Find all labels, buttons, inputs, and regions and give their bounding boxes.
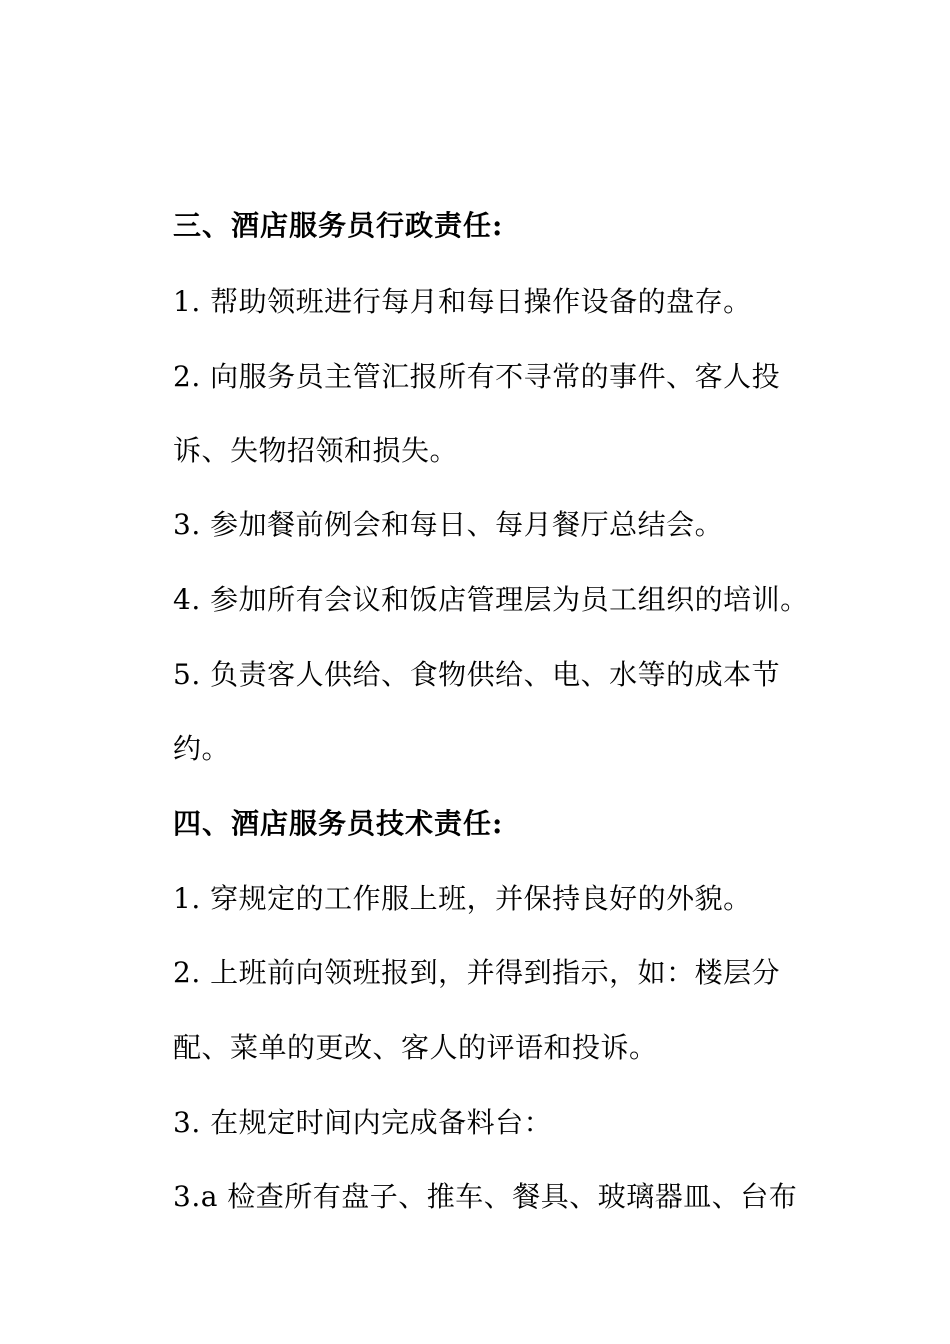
paragraph-line: 3. 在规定时间内完成备料台： bbox=[173, 1106, 553, 1139]
paragraph-line: 配、菜单的更改、客人的评语和投诉。 bbox=[173, 1031, 658, 1064]
paragraph-line: 1. 帮助领班进行每月和每日操作设备的盘存。 bbox=[173, 285, 752, 318]
paragraph-line: 2. 上班前向领班报到，并得到指示，如：楼层分 bbox=[173, 956, 781, 989]
paragraph-line: 1. 穿规定的工作服上班，并保持良好的外貌。 bbox=[173, 882, 752, 915]
paragraph-line: 诉、失物招领和损失。 bbox=[173, 434, 459, 467]
section-heading: 三、酒店服务员行政责任: bbox=[173, 209, 504, 242]
paragraph-line: 5. 负责客人供给、食物供给、电、水等的成本节 bbox=[173, 658, 781, 691]
paragraph-line: 约。 bbox=[173, 732, 231, 765]
paragraph-line: 3.a 检查所有盘子、推车、餐具、玻璃器皿、台布 bbox=[173, 1180, 798, 1213]
paragraph-line: 4. 参加所有会议和饭店管理层为员工组织的培训。 bbox=[173, 583, 809, 616]
paragraph-line: 2. 向服务员主管汇报所有不寻常的事件、客人投 bbox=[173, 360, 781, 393]
section-heading: 四、酒店服务员技术责任: bbox=[173, 807, 504, 840]
paragraph-line: 3. 参加餐前例会和每日、每月餐厅总结会。 bbox=[173, 508, 724, 541]
